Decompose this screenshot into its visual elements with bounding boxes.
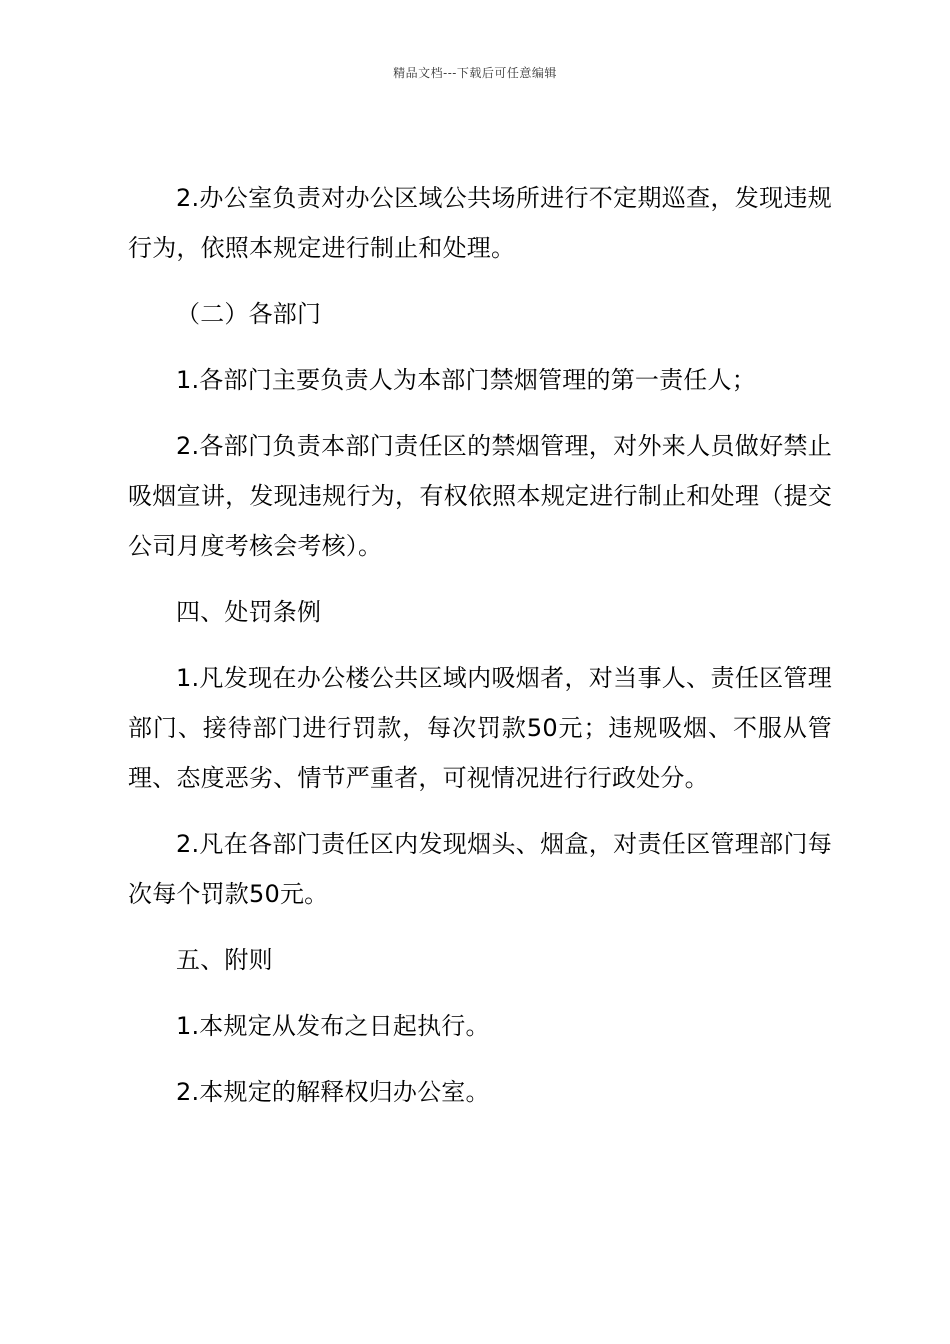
paragraph-office-inspection: 2.办公室负责对办公区域公共场所进行不定期巡查，发现违规行为，依照本规定进行制止和处理。 [128, 184, 832, 262]
paragraph-interpretation: 2.本规定的解释权归办公室。 [176, 1078, 490, 1106]
section-heading-departments: （二）各部门 [176, 300, 322, 328]
paragraph-penalty-responsibility-area: 2.凡在各部门责任区内发现烟头、烟盒，对责任区管理部门每次每个罚款50元。 [128, 830, 832, 908]
paragraph-penalty-public-area: 1.凡发现在办公楼公共区域内吸烟者，对当事人、责任区管理部门、接待部门进行罚款，每次罚款50元；违规吸烟、不服从管理、态度恶劣、情节严重者，可视情况进行行政处分。 [128, 664, 832, 792]
page-header: 精品文档---下载后可任意编辑 [393, 66, 557, 80]
paragraph-department-responsibility: 2.各部门负责本部门责任区的禁烟管理，对外来人员做好禁止吸烟宣讲，发现违规行为，有权依照本规定进行制止和处理（提交公司月度考核会考核）。 [128, 432, 832, 560]
paragraph-effective-date: 1.本规定从发布之日起执行。 [176, 1012, 490, 1040]
document-body [128, 173, 832, 1117]
section-heading-penalties: 四、处罚条例 [176, 598, 322, 626]
paragraph-department-head: 1.各部门主要负责人为本部门禁烟管理的第一责任人； [176, 366, 756, 394]
section-heading-appendix: 五、附则 [176, 946, 273, 974]
